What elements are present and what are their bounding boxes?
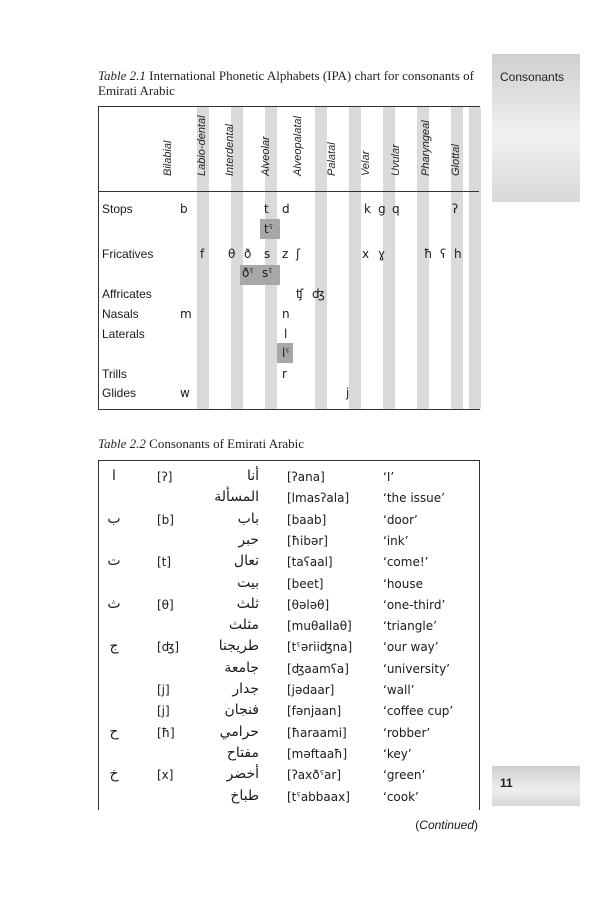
gloss: ‘green’ [383,768,426,783]
sym-hbar: ħ [424,247,433,261]
transcription: [lmasʔala] [287,491,350,506]
sym-glottal-stop: ʔ [452,202,459,216]
transcription: [tˤəriiʤna] [287,640,353,655]
transcription: [ʔana] [287,470,325,484]
arabic-word: المسألة [214,489,259,506]
arabic-letter: ت [107,553,121,570]
arabic-word: جدار [232,681,259,697]
gloss: ‘triangle’ [383,619,437,634]
transcription: [ʤaamʕa] [287,661,349,676]
consonant-table [98,460,480,810]
arabic-word: أخضر [226,766,259,783]
table2-number: Table 2.2 [98,436,146,451]
table-row [99,486,479,508]
arabic-letter: ج [109,638,119,655]
gloss: ‘ink’ [383,533,409,548]
table-row [99,572,479,594]
table2-caption-text: Consonants of Emirati Arabic [149,436,305,451]
col-palatal: Palatal [326,142,338,176]
gloss: ‘house [383,576,424,591]
row-affricates: Affricates [102,287,152,301]
transcription: [beet] [287,576,324,591]
table-row [99,721,479,743]
sym-gamma: ɣ [378,247,386,261]
sym-s: s [264,247,271,261]
transcription: [fənjaan] [287,704,342,719]
arabic-letter: ح [109,723,119,740]
arabic-word: مفتاح [226,744,259,761]
phoneme: [j] [157,704,170,719]
sym-z: z [282,247,289,261]
table-row [99,550,479,572]
continued-note: (Continued) [415,818,478,832]
transcription: [tˤabbaax] [287,789,350,804]
phoneme: [ʔ] [157,470,173,484]
gloss: ‘I’ [383,470,395,484]
page-number: 11 [500,776,513,790]
table-row [99,763,479,785]
table-row [99,465,479,487]
arabic-word: مثلث [228,617,259,634]
table-row [99,699,479,721]
col-alveopalatal: Alveopalatal [292,116,304,176]
sym-b: b [180,202,188,216]
transcription: [muθallaθ] [287,619,352,634]
row-fricatives: Fricatives [102,247,154,261]
section-tab [492,54,580,202]
row-trills: Trills [102,367,127,381]
row-nasals: Nasals [102,307,139,321]
arabic-word: حرامي [219,723,259,740]
sym-t: t [264,202,269,216]
continued-text: Continued [419,818,474,832]
arabic-word: طباخ [230,787,259,804]
col-labiodental: Labio-dental [196,115,208,176]
sym-f: f [200,247,205,261]
sym-esh: ʃ [296,247,301,261]
sym-g: g [378,202,386,216]
sym-k: k [364,202,371,216]
arabic-word: بيت [237,574,259,591]
row-glides: Glides [102,386,137,400]
phoneme: [t] [157,555,172,570]
phoneme: [j] [157,683,170,697]
gloss: ‘coffee cup’ [383,704,454,719]
transcription: [ʔaxðˤar] [287,768,342,783]
gloss: ‘cook’ [383,789,419,804]
table-row [99,678,479,700]
transcription: [baab] [287,512,327,527]
gloss: ‘university’ [383,661,450,676]
arabic-word: ثلث [236,595,259,612]
transcription: [ħaraami] [287,725,347,740]
sym-x: x [362,247,370,261]
arabic-word: طريجنا [218,638,259,655]
sym-eth: ð [244,247,252,261]
table-row [99,657,479,679]
transcription: [məftaaħ] [287,746,348,761]
sym-q: q [392,202,400,216]
arabic-letter: ا [112,468,116,484]
sym-dezh: ʤ [312,287,325,301]
table-row [99,635,479,657]
col-uvular: Uvular [390,144,402,176]
sym-n: n [282,307,290,321]
col-glottal: Glottal [450,144,462,176]
table2-caption [98,436,488,451]
sym-r: r [282,367,287,381]
sym-eth-phar: ðˤ [242,266,254,280]
row-laterals: Laterals [102,327,145,341]
sym-l-phar: lˤ [282,346,290,360]
gloss: ‘door’ [383,512,418,527]
sym-s-phar: sˤ [262,266,273,280]
phoneme: [b] [157,512,174,527]
sym-j: j [346,386,350,400]
col-bilabial: Bilabial [162,140,174,176]
row-stops: Stops [102,202,133,216]
arabic-word: تعال [233,553,259,570]
table-row [99,508,479,530]
section-tab-label: Consonants [500,70,565,84]
arabic-word: فنجان [224,702,259,719]
phoneme: [x] [157,768,174,783]
sym-m: m [180,307,192,321]
arabic-word: جامعة [224,659,259,676]
table1-caption-text: International Phonetic Alphabets (IPA) chart for consonants of Emirati Arabic [98,68,474,98]
table-row [99,529,479,551]
col-pharyngeal: Pharyngeal [420,120,432,176]
table-row [99,593,479,615]
col-velar: Velar [360,150,372,176]
arabic-letter: ث [107,595,121,612]
table-row [99,614,479,636]
transcription: [ħibər] [287,533,328,548]
arabic-word: أنا [246,468,259,484]
transcription: [jədaar] [287,683,335,697]
phoneme: [ʤ] [157,640,180,655]
arabic-letter: خ [109,766,119,783]
sym-ain: ʕ [440,247,447,261]
table-row [99,742,479,764]
phoneme: [θ] [157,597,174,612]
arabic-letter: ب [107,510,121,527]
transcription: [θələθ] [287,597,330,612]
transcription: [taʕaal] [287,555,333,570]
sym-l: l [284,327,288,341]
gloss: ‘robber’ [383,725,431,740]
gloss: ‘wall’ [383,683,415,697]
sym-w: w [180,386,190,400]
gloss: ‘one-third’ [383,597,446,612]
col-alveolar: Alveolar [260,136,272,176]
table1-caption [98,68,488,98]
sym-theta: θ [228,247,236,261]
arabic-word: باب [237,510,259,527]
arabic-word: حبر [238,531,259,548]
gloss: ‘our way’ [383,640,439,655]
sym-t-phar: tˤ [264,222,274,236]
sym-d: d [282,202,290,216]
sym-h: h [454,247,462,261]
phoneme: [ħ] [157,725,175,740]
gloss: ‘come!’ [383,555,429,570]
table-row [99,785,479,807]
page-number-tab [492,766,580,806]
table1-number: Table 2.1 [98,68,146,83]
gloss: ‘the issue’ [383,491,445,506]
sym-tesh: ʧ [296,287,304,301]
col-interdental: Interdental [224,124,236,176]
gloss: ‘key’ [383,746,412,761]
